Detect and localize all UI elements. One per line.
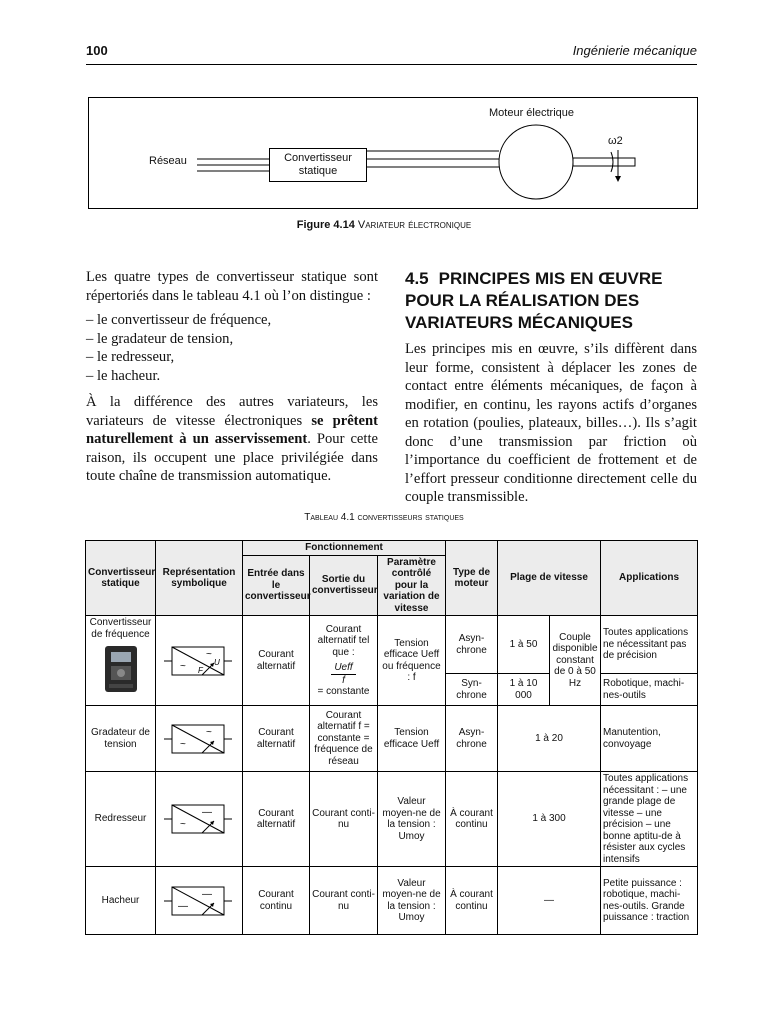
freq-output-bottom: = constante xyxy=(317,686,370,697)
hach-symbol-cell xyxy=(156,867,243,935)
header-motor: Type de moteur xyxy=(446,541,498,616)
figure-drawing xyxy=(89,98,699,210)
grad-speed: 1 à 20 xyxy=(498,706,601,772)
intro-paragraph: Les quatre types de convertisseur statique sont répertoriés dans le tableau 4.1 où l’on distingue : xyxy=(86,269,378,304)
table-row xyxy=(86,616,698,674)
sym-in-label: ~ xyxy=(180,738,186,750)
redr-name: Redresseur xyxy=(86,772,156,867)
redr-input: Courant alternatif xyxy=(243,772,310,867)
hach-name: Hacheur xyxy=(86,867,156,935)
sym-out-label: ~ xyxy=(206,648,212,660)
figure-number: Figure 4.14 xyxy=(296,219,355,231)
static-converter-box xyxy=(269,148,367,182)
page-header xyxy=(86,42,697,65)
grad-motor: Asyn-chrone xyxy=(446,706,498,772)
chopper-symbol xyxy=(164,883,234,919)
hach-input: Courant continu xyxy=(243,867,310,935)
sym-in-label: ~ xyxy=(180,660,186,672)
freq-speed-2: 1 à 10 000 xyxy=(498,674,550,706)
grad-param: Tension efficace Ueff xyxy=(378,706,446,772)
freq-output-num: Ueff xyxy=(331,662,355,675)
motor-label: Moteur électrique xyxy=(489,107,574,119)
hach-motor: À courant continu xyxy=(446,867,498,935)
section-body: Les principes mis en œuvre, s’ils diffèrent dans leur forme, consistent à déplacer les zones de contact entre éléments mécaniques, de façon à modifier, en continu, les rayons actifs d’organes en rotation (poulies, plateaux, billes…). Ils s’agit donc d’une transmission par friction où l’importance du coefficient de frottement et de l’effort presseur conditionne directement celle du couple transmissible. xyxy=(405,341,697,505)
freq-output-top: Courant alternatif tel que : xyxy=(317,623,370,658)
sym-in-label: — xyxy=(178,900,188,912)
hach-param: Valeur moyen-ne de la tension : Umoy xyxy=(378,867,446,935)
converter-list xyxy=(86,311,378,385)
table-row xyxy=(86,706,698,772)
header-param: Paramètre contrôlé pour la variation de vitesse xyxy=(378,555,446,616)
hach-apps: Petite puissance : robotique, machi-nes-outils. Grande puissance : traction xyxy=(601,867,698,935)
static-converters-table xyxy=(85,540,698,935)
table-row xyxy=(86,867,698,935)
right-column xyxy=(405,268,697,507)
table-row xyxy=(86,772,698,867)
header-symbol: Représentation symbolique xyxy=(156,541,243,616)
header-apps: Applications xyxy=(601,541,698,616)
grad-input: Courant alternatif xyxy=(243,706,310,772)
header-operation: Fonctionnement xyxy=(243,541,446,556)
grad-name: Gradateur de tension xyxy=(86,706,156,772)
section-number: 4.5 xyxy=(405,269,429,288)
freq-motor-1: Asyn-chrone xyxy=(446,616,498,674)
header-output: Sortie du convertisseur xyxy=(310,555,378,616)
redr-apps: Toutes applications nécessitant : – une grande plage de vitesse – une précision – une bonne aptitu-de à résister aux cycles intensifs xyxy=(601,772,698,867)
freq-symbol-cell xyxy=(156,616,243,706)
sym-u-label: U xyxy=(214,657,220,667)
freq-converter-symbol xyxy=(164,643,234,679)
grad-apps: Manutention, convoyage xyxy=(601,706,698,772)
rectifier-symbol xyxy=(164,801,234,837)
figure-caption xyxy=(0,219,768,231)
list-item: – le gradateur de tension, xyxy=(86,330,234,347)
freq-motor-2: Syn-chrone xyxy=(446,674,498,706)
freq-output-cell xyxy=(310,616,378,706)
second-paragraph xyxy=(86,393,378,486)
hach-output: Courant conti-nu xyxy=(310,867,378,935)
list-item: – le hacheur. xyxy=(86,367,161,384)
omega-label: ω2 xyxy=(608,135,623,147)
freq-output-den: f xyxy=(342,674,345,686)
book-title: Ingénierie mécanique xyxy=(572,43,697,58)
redr-param: Valeur moyen-ne de la tension : Umoy xyxy=(378,772,446,867)
freq-name: Convertisseur de fréquence xyxy=(89,617,152,640)
figure-title: Variateur électronique xyxy=(357,219,472,231)
page-number: 100 xyxy=(86,43,108,58)
freq-apps-2: Robotique, machi-nes-outils xyxy=(601,674,698,706)
section-heading xyxy=(405,268,697,334)
p2-bold: se prêtent naturellement à un asservissement xyxy=(86,412,378,447)
freq-apps-1: Toutes applications ne nécessitant pas de précision xyxy=(601,616,698,674)
figure-variator-diagram xyxy=(88,97,698,209)
grad-output: Courant alternatif f = constante = fréquence de réseau xyxy=(310,706,378,772)
sym-out-label: — xyxy=(202,888,212,900)
redr-speed: 1 à 300 xyxy=(498,772,601,867)
sym-in-label: ~ xyxy=(180,819,186,830)
p2-end: . Pour cette raison, ils occupent une place privilégiée dans toute chaîne de transmission automatique. xyxy=(86,431,378,484)
freq-speed-1: 1 à 50 xyxy=(498,616,550,674)
redr-symbol-cell xyxy=(156,772,243,867)
header-input: Entrée dans le convertisseur xyxy=(243,555,310,616)
header-speed: Plage de vitesse xyxy=(498,541,601,616)
redr-output: Courant conti-nu xyxy=(310,772,378,867)
table-caption: Tableau 4.1 convertisseurs statiques xyxy=(304,512,464,523)
list-item: – le convertisseur de fréquence, xyxy=(86,312,272,328)
header-converter: Convertisseur statique xyxy=(86,541,156,616)
converter-line1: Convertisseur xyxy=(284,152,352,164)
hach-speed: — xyxy=(498,867,601,935)
redr-motor: À courant continu xyxy=(446,772,498,867)
freq-converter-cell xyxy=(86,616,156,706)
sym-out-label: — xyxy=(202,807,212,818)
sym-f-label: F xyxy=(198,665,203,675)
section-title: PRINCIPES MIS EN ŒUVRE POUR LA RÉALISATION DES VARIATEURS MÉCANIQUES xyxy=(405,269,663,332)
table-header-row xyxy=(86,541,698,556)
drive-unit-icon xyxy=(103,644,139,694)
dimmer-symbol xyxy=(164,721,234,757)
grad-symbol-cell xyxy=(156,706,243,772)
sym-out-label: ~ xyxy=(206,726,212,738)
list-item: – le redresseur, xyxy=(86,349,175,365)
p2-start: À la différence des autres variateurs, les variateurs de vitesse électroniques xyxy=(86,394,378,429)
freq-param: Tension efficace Ueff ou fréquence : f xyxy=(378,616,446,706)
converter-line2: statique xyxy=(298,165,338,177)
left-column xyxy=(86,268,378,492)
network-label: Réseau xyxy=(149,155,187,167)
freq-input: Courant alternatif xyxy=(243,616,310,706)
freq-couple: Couple disponible constant de 0 à 50 Hz xyxy=(550,616,601,706)
